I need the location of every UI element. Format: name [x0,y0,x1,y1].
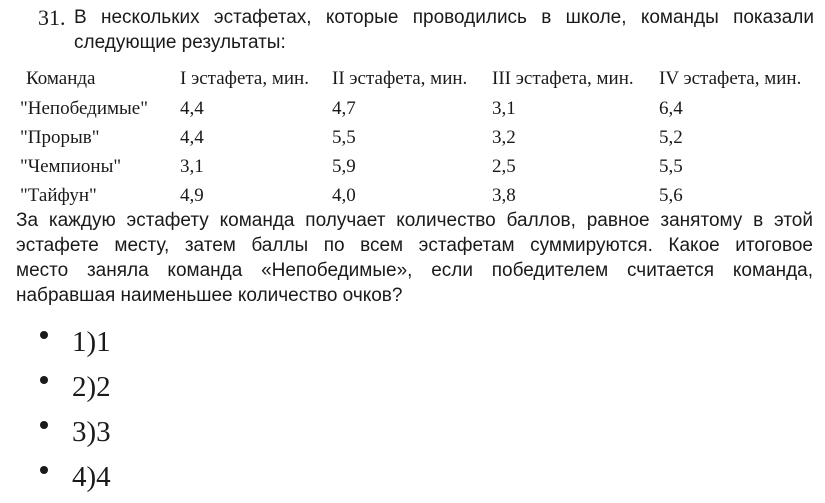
time-cell: 3,8 [492,184,516,206]
results-table [18,64,819,210]
column-header-relay-1: I эстафета, мин. [180,68,309,89]
team-name-cell: "Прорыв" [20,126,100,148]
column-header-relay-4: IV эстафета, мин. [659,68,802,89]
question-line: место заняла команда «Непобедимые», если победителем считается команда, [16,260,813,281]
answer-option-4[interactable] [40,457,111,502]
time-cell: 4,4 [180,97,204,119]
table-row [18,181,819,210]
question-line: За каждую эстафету команда получает количество баллов, равное занятому в этой [16,210,813,231]
time-cell: 4,4 [180,126,204,148]
table-row [18,152,819,181]
answer-options [40,322,111,502]
time-cell: 4,0 [332,184,356,206]
answer-option-label: 3)3 [72,416,111,448]
task-number: 31. [38,5,66,30]
intro-line: В нескольких эстафетах, которые проводились в школе, команды показали [74,7,814,28]
answer-option-label: 2)2 [72,371,111,403]
bullet-icon [40,331,48,339]
time-cell: 5,2 [659,126,683,148]
question-line: эстафете месту, затем баллы по всем эстафетам суммируются. Какое итоговое [16,235,813,256]
time-cell: 5,5 [332,126,356,148]
bullet-icon [40,466,48,474]
task-intro [74,5,814,55]
time-cell: 6,4 [659,97,683,119]
answer-option-3[interactable] [40,412,111,457]
intro-line: следующие результаты: [74,32,286,53]
answer-option-2[interactable] [40,367,111,412]
time-cell: 5,9 [332,155,356,177]
table-header-row [18,64,819,94]
column-header-relay-3: III эстафета, мин. [492,68,634,89]
team-name-cell: "Непобедимые" [20,97,148,119]
question-line: набравшая наименьшее количество очков? [16,285,403,306]
question-text [16,208,813,308]
bullet-icon [40,421,48,429]
answer-option-label: 4)4 [72,461,111,493]
column-header-team: Команда [26,68,96,89]
time-cell: 3,2 [492,126,516,148]
time-cell: 4,9 [180,184,204,206]
time-cell: 4,7 [332,97,356,119]
table-row [18,94,819,123]
bullet-icon [40,376,48,384]
time-cell: 5,6 [659,184,683,206]
team-name-cell: "Чемпионы" [20,155,122,177]
time-cell: 2,5 [492,155,516,177]
column-header-relay-2: II эстафета, мин. [332,68,468,89]
table-row [18,123,819,152]
answer-option-1[interactable] [40,322,111,367]
time-cell: 5,5 [659,155,683,177]
answer-option-label: 1)1 [72,326,111,358]
team-name-cell: "Тайфун" [20,184,97,206]
time-cell: 3,1 [492,97,516,119]
time-cell: 3,1 [180,155,204,177]
